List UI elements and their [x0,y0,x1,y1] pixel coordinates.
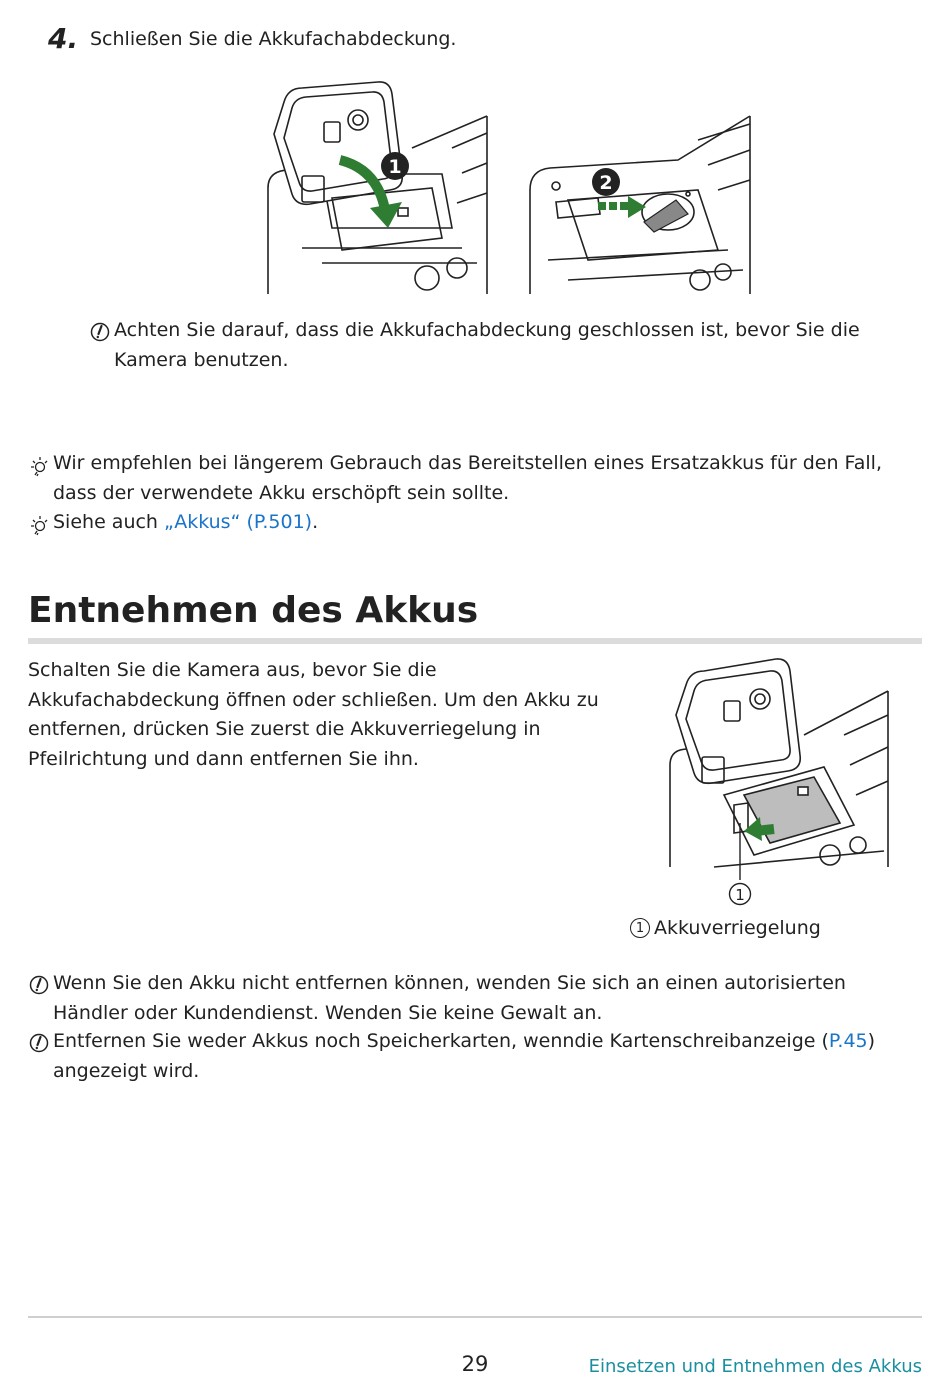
tip-see-also [29,508,909,538]
step-number: 4. [48,22,79,55]
figure2-legend [630,914,821,944]
note-close-cover [90,316,890,375]
callout-1: 1 [388,156,402,178]
legend-text: Akkuverriegelung [654,917,821,939]
figure-close-cover-step2 [528,110,753,296]
link-p45[interactable]: P.45 [828,1030,868,1052]
section-rule [28,638,922,644]
caution-icon [29,1027,53,1053]
callout-2: 2 [599,172,613,194]
note-text: Achten Sie darauf, dass die Akkufachabdeckung geschlossen ist, bevor Sie die Kamera benutzen. [114,319,860,371]
legend-number: 1 [630,918,650,938]
footer-rule [28,1316,922,1318]
note-text-1: Wenn Sie den Akku nicht entfernen können, wenden Sie sich an einen autorisierten Händler oder Kundendienst. Wenden Sie keine Gewalt an. [53,972,846,1024]
tip-text-1: Wir empfehlen bei längerem Gebrauch das Bereitstellen eines Ersatzakkus für den Fall, dass der verwendete Akku erschöpft sein sollte. [53,452,882,504]
tip-bulb-icon [29,449,53,477]
note2-suffix: ) angezeigt wird. [53,1030,876,1082]
caution-icon [90,316,114,342]
note2-prefix: Entfernen Sie weder Akkus noch Speicherkarten, wenndie Kartenschreibanzeige ( [53,1030,829,1052]
tip-spare-battery [29,449,909,508]
figure-remove-battery [664,655,890,910]
tip-see-also-prefix: Siehe auch [53,511,165,533]
section-body: Schalten Sie die Kamera aus, bevor Sie die Akkufachabdeckung öffnen oder schließen. Um den Akku zu entfernen, drücken Sie zuerst die Akkuverriegelung in Pfeilrichtung und dann entfernen Sie ihn. [28,659,599,770]
step-text: Schließen Sie die Akkufachabdeckung. [90,28,457,50]
tip-see-also-suffix: . [312,511,319,533]
figure2-callout: 1 [735,886,745,904]
footer-chapter-link[interactable]: Einsetzen und Entnehmen des Akkus [588,1356,922,1377]
note-card-access [29,1027,909,1086]
page-number: 29 [461,1352,489,1376]
figure-close-cover-step1 [262,78,492,296]
caution-icon [29,969,53,995]
tip-bulb-icon [29,508,53,536]
link-akkus[interactable]: „Akkus“ (P.501) [164,511,313,533]
note-cannot-remove [29,969,909,1028]
section-title: Entnehmen des Akkus [28,590,479,631]
